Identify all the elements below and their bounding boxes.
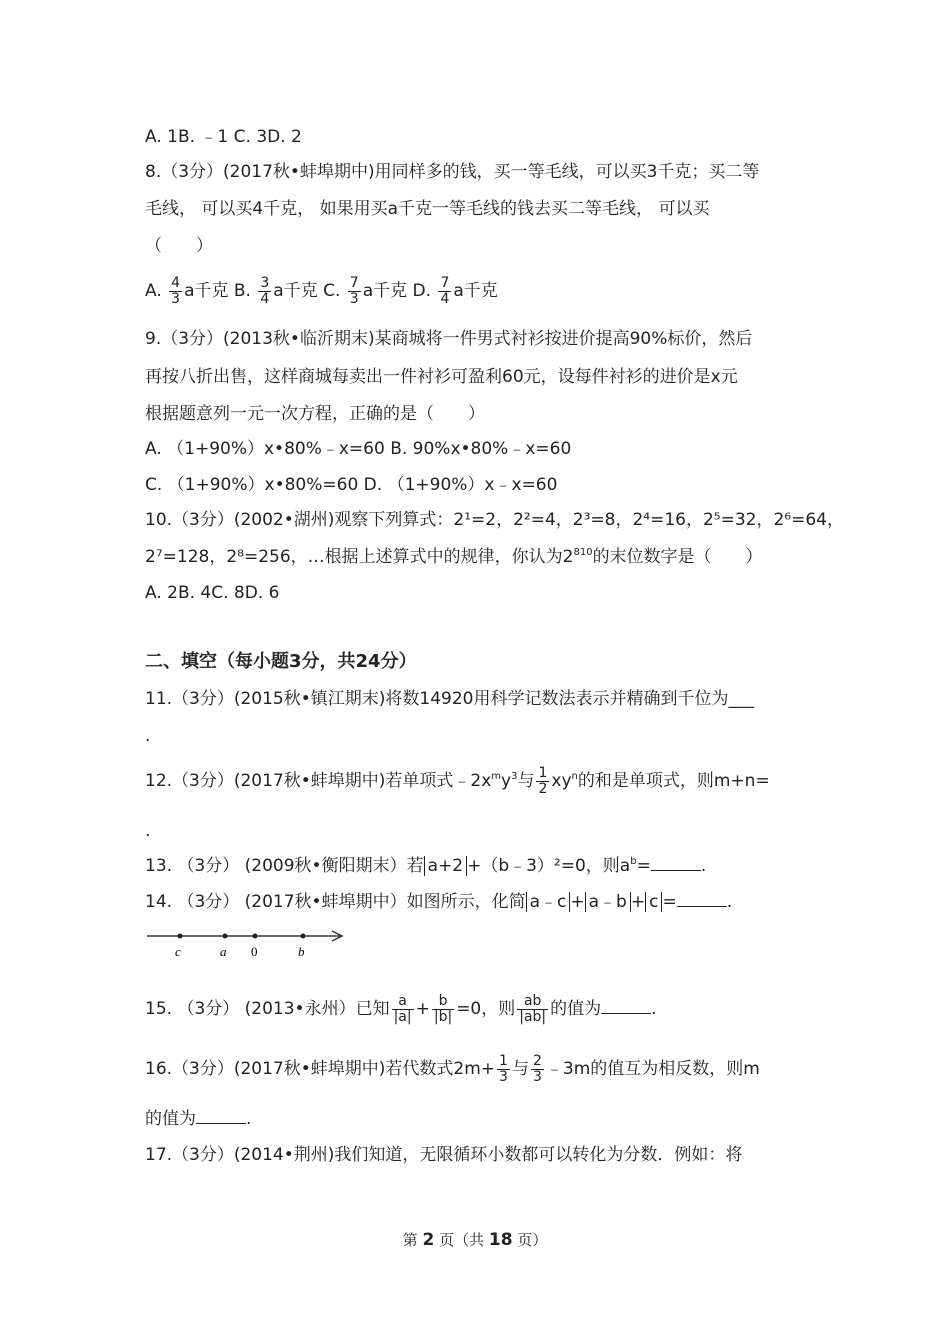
answer-blank[interactable]: [651, 856, 701, 871]
point-a: [223, 934, 228, 939]
q9-line3: 根据题意列一元一次方程，正确的是（ ）: [145, 404, 485, 424]
q15: 15. （3分） (2013•永州）已知 $\frac{a}{|a|}$ + $\frac{b}{|b|}$ =0，则 $\frac{ab}{|ab|}$ 的值为 .: [145, 992, 657, 1025]
number-line-figure: [145, 925, 350, 963]
q10-line2: 2⁷=128，2⁸=256，…根据上述算式中的规律，你认为$2^{810}$的末位数字是（ ）: [145, 547, 763, 567]
section-heading: 二、填空（每小题3分，共24分）: [145, 651, 417, 672]
q16-line2: 的值为 .: [145, 1109, 252, 1129]
fraction-one-third: $\frac{1}{3}$: [499, 1052, 508, 1085]
q12-line2: .: [145, 821, 151, 841]
q12-line1: 12.（3分）(2017秋•蚌埠期中)若单项式$﹣2x^my^3$与 $\frac{1}{2}$ $xy^n$的和是单项式，则m+n=: [145, 764, 770, 797]
q17-line1: 17.（3分）(2014•荆州)我们知道，无限循环小数都可以转化为分数．例如：将: [145, 1145, 743, 1165]
q8-line1: 8.（3分）(2017秋•蚌埠期中)用同样多的钱，买一等毛线，可以买3千克；买二等: [145, 162, 760, 182]
q11-line1: 11.（3分）(2015秋•镇江期末)将数14920用科学记数法表示并精确到千位为___: [145, 689, 754, 709]
q8-line3: （ ）: [145, 236, 213, 256]
q16-line1: 16.（3分）(2017秋•蚌埠期中)若代数式2m+ $\frac{1}{3}$ 与 $\frac{2}{3}$ ﹣3m的值互为相反数，则m: [145, 1052, 760, 1085]
label-0: 0: [251, 944, 258, 959]
q9-line1: 9.（3分）(2013秋•临沂期末)某商城将一件男式衬衫按进价提高90%标价，然后: [145, 329, 753, 349]
q9-line5: C. （1+90%）x•80%=60 D. （1+90%）x﹣x=60: [145, 475, 558, 495]
fraction-b: $\frac{3}{4}$: [260, 274, 270, 307]
fraction-a-abs: $\frac{a}{|a|}$: [393, 992, 412, 1025]
q9-line2: 再按八折出售，这样商城每卖出一件衬衫可盈利60元，设每件衬衫的进价是x元: [145, 367, 738, 387]
point-b: [301, 934, 306, 939]
q8-options: A. $\frac{4}{3}$ a千克 B. $\frac{3}{4}$ a千克 C. $\frac{7}{3}$ a千克 D. $\frac{7}{4}$ a千克: [145, 274, 498, 307]
label-a: a: [220, 944, 227, 959]
point-0: [253, 934, 258, 939]
fraction-d: $\frac{7}{4}$: [440, 274, 450, 307]
fraction-two-thirds: $\frac{2}{3}$: [532, 1052, 542, 1085]
fraction-ab-abs: $\frac{ab}{|ab|}$: [519, 992, 547, 1025]
q11-line2: .: [145, 726, 151, 746]
page-footer: 第 2 页（共 18 页）: [402, 1230, 548, 1250]
answer-blank[interactable]: [601, 999, 651, 1014]
q10-options: A. 2B. 4C. 8D. 6: [145, 583, 280, 603]
q13: 13. （3分） (2009秋•衡阳期末）若 a+2 +（b﹣3）²=0，则$a^b=$ .: [145, 856, 707, 876]
label-b: b: [298, 944, 305, 959]
answer-blank[interactable]: [196, 1109, 246, 1124]
answer-blank[interactable]: [677, 892, 727, 907]
fraction-b-abs: $\frac{b}{|b|}$: [433, 992, 453, 1025]
fraction-half: $\frac{1}{2}$: [538, 764, 548, 797]
point-c: [178, 934, 183, 939]
q10-line1: 10.（3分）(2002•湖州)观察下列算式：2¹=2，2²=4，2³=8，2⁴=16，2⁵=32，2⁶=64，: [145, 510, 844, 530]
fraction-a: $\frac{4}{3}$: [171, 274, 181, 307]
q7-options: A. 1B. ﹣1 C. 3D. 2: [145, 127, 302, 147]
q8-line2: 毛线， 可以买4千克， 如果用买a千克一等毛线的钱去买二等毛线， 可以买: [145, 199, 710, 219]
fraction-c: $\frac{7}{3}$: [349, 274, 359, 307]
label-c: c: [175, 944, 181, 959]
q9-line4: A. （1+90%）x•80%﹣x=60 B. 90%x•80%﹣x=60: [145, 439, 572, 459]
q14: 14. （3分） (2017秋•蚌埠期中）如图所示，化简 a﹣c + a﹣b + c = .: [145, 892, 733, 912]
